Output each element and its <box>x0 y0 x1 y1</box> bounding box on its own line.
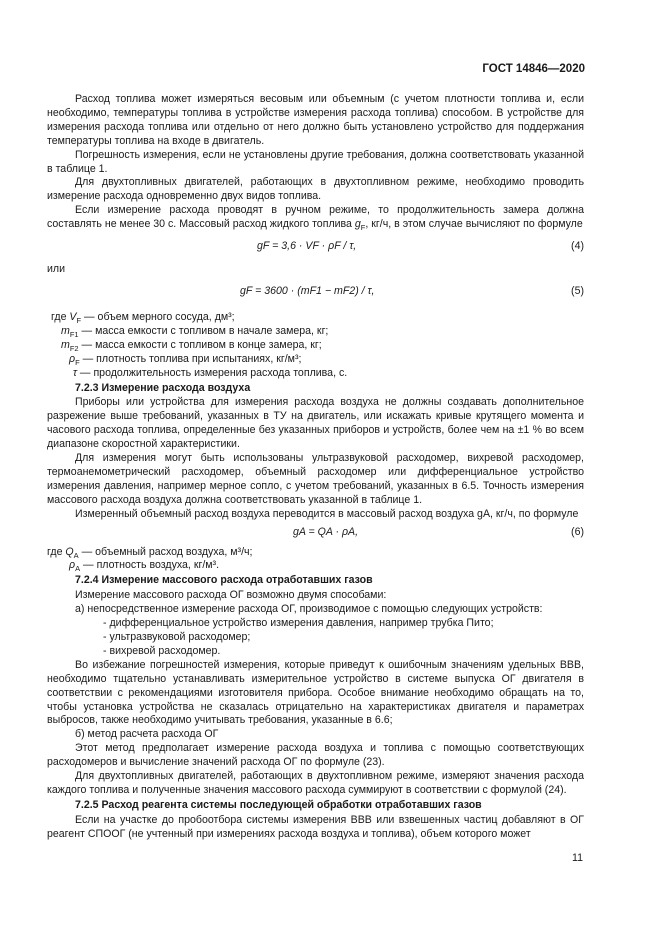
paragraph: Если измерение расхода проводят в ручном режиме, то продолжительность замера должна составлять не менее 30 с. Массовый расход жидкого топлива $g_F$, кг/ч, в этом случае вычисляют по формуле <box>47 204 584 233</box>
paragraph: б) метод расчета расхода ОГ <box>75 728 219 741</box>
section-heading: 7.2.3 Измерение расхода воздуха <box>75 381 251 394</box>
paragraph: Измеренный объемный расход воздуха переводится в массовый расход воздуха gA, кг/ч, по формуле <box>75 507 579 520</box>
section-heading: 7.2.5 Расход реагента системы последующей обработки отработавших газов <box>75 798 482 811</box>
section-heading: 7.2.4 Измерение массового расхода отработавших газов <box>75 574 373 587</box>
paragraph: Во избежание погрешностей измерения, которые приведут к ошибочным значениям удельных ВВВ, необходимо тщательно устанавливать измерительное устройство в системе выпуска ОГ двигателя в соответствии с рекомендациями изготовителя прибора. Особое внимание необходимо обращать на то, чтобы установка устройства не сказалась отрицательно на характеристиках двигателя и параметрах выбросов, также необходимо учитывать требования, указанные в 6.6; <box>47 658 584 727</box>
formula-6 <box>47 525 584 545</box>
formula-number: (4) <box>571 240 584 253</box>
paragraph: Этот метод предполагает измерение расхода воздуха и топлива с помощью соответствующих расходомеров и вычисление значений расхода ОГ по формуле (23). <box>47 742 584 769</box>
paragraph: или <box>47 263 66 276</box>
list-item: - ультразвуковой расходомер; <box>103 631 251 643</box>
formula-text: gF = 3600 · (mF1 − mF2) / τ, <box>240 284 375 297</box>
formula-number: (6) <box>571 525 584 538</box>
formula-number: (5) <box>571 284 584 297</box>
document-body <box>47 93 584 842</box>
paragraph: Измерение массового расхода ОГ возможно двумя способами: <box>75 589 387 602</box>
definition-line: где $Q_A$ — объемный расход воздуха, м³/ч; <box>47 545 253 560</box>
variable-definitions <box>47 311 584 381</box>
paragraph: Погрешность измерения, если не установлены другие требования, должна соответствовать указанной в таблице 1. <box>47 148 584 175</box>
formula-text: gA = QA · ρA, <box>293 525 359 538</box>
list-item: - вихревой расходомер. <box>103 644 221 657</box>
paragraph: Для двухтопливных двигателей, работающих в двухтопливном режиме, измеряют значения расхода каждого топлива и полученные значения массового расхода суммируют в соответствии с формулой (24). <box>47 770 584 796</box>
definition-line: $m_{F2}$ — масса емкости с топливом в конце замера, кг; <box>61 338 322 353</box>
formula-text: gF = 3,6 · VF · ρF / τ, <box>257 240 357 253</box>
definition-line: $\rho_A$ — плотность воздуха, кг/м³. <box>69 559 220 574</box>
definition-line: $\rho_F$ — плотность топлива при испытаниях, кг/м³; <box>69 352 302 367</box>
paragraph: Для измерения могут быть использованы ультразвуковой расходомер, вихревой расходомер, термоанемометрический расходомер, объемный расходомер или дифференциальное устройство измерения давления, например мерное сопло, с учетом требований, указанных в 6.5. Точность измерения массового расхода воздуха должна соответствовать указанной в таблице 1. <box>47 452 584 506</box>
variable-definitions <box>47 546 584 574</box>
paragraph: а) непосредственное измерение расхода ОГ, производимое с помощью следующих устройств: <box>75 603 543 616</box>
formula-4 <box>47 235 584 262</box>
paragraph: Если на участке до пробоотбора системы измерения ВВВ или взвешенных частиц добавляют в ОГ реагент СПООГ (не учтенный при измерениях расхода воздуха и топлива), объем которого может <box>47 813 584 840</box>
list-item: - дифференциальное устройство измерения давления, например трубка Пито; <box>103 617 494 630</box>
definition-line: τ — продолжительность измерения расхода топлива, с. <box>73 366 348 379</box>
paragraph: Расход топлива может измеряться весовым или объемным (с учетом плотности топлива и, если необходимо, температуры топлива в устройстве измерения расхода топлива) способом. В устройстве для измерения расхода топлива или отдельно от него должно быть установлено устройство для поддержания температуры топлива на входе в двигатель. <box>47 93 584 147</box>
definition-line: $m_{F1}$ — масса емкости с топливом в начале замера, кг; <box>61 324 329 339</box>
paragraph: Приборы или устройства для измерения расхода воздуха не должны создавать дополнительное разрежение выше требований, указанных в ТУ на двигатель, или искажать кривые крутящего момента и часового расхода топлива, определенные без указанных приборов и устройств, более чем на ±1 % во всем диапазоне скоростной характеристики. <box>47 396 584 451</box>
paragraph: Для двухтопливных двигателей, работающих в двухтопливном режиме, необходимо проводить измерение расхода одновременно двух видов топлива. <box>47 176 584 203</box>
definition-line: где $V_F$ — объем мерного сосуда, дм³; <box>51 310 235 326</box>
page-number: 11 <box>572 852 583 864</box>
standard-header: ГОСТ 14846—2020 <box>482 63 585 75</box>
formula-5 <box>47 280 584 307</box>
